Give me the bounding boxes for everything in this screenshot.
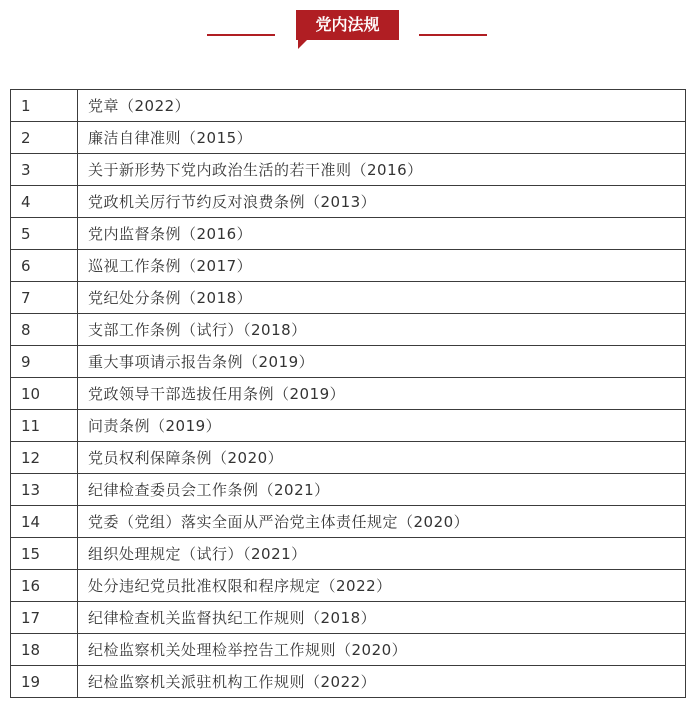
row-number: 16	[11, 570, 78, 602]
table-row	[11, 122, 686, 154]
row-number: 5	[11, 218, 78, 250]
row-number: 17	[11, 602, 78, 634]
regulation-name: 党政机关厉行节约反对浪费条例（2013）	[78, 186, 686, 218]
table-row	[11, 218, 686, 250]
table-row	[11, 186, 686, 218]
regulation-name: 巡视工作条例（2017）	[78, 250, 686, 282]
table-row	[11, 602, 686, 634]
row-number: 19	[11, 666, 78, 698]
regulation-name: 问责条例（2019）	[78, 410, 686, 442]
regulation-name: 党内监督条例（2016）	[78, 218, 686, 250]
table-row	[11, 346, 686, 378]
table-row	[11, 154, 686, 186]
regulations-table-body	[11, 90, 686, 698]
table-row	[11, 506, 686, 538]
table-row	[11, 378, 686, 410]
regulation-name: 党委（党组）落实全面从严治党主体责任规定（2020）	[78, 506, 686, 538]
regulation-name: 支部工作条例（试行）（2018）	[78, 314, 686, 346]
row-number: 18	[11, 634, 78, 666]
table-row	[11, 538, 686, 570]
regulation-name: 党纪处分条例（2018）	[78, 282, 686, 314]
header-divider-left	[207, 34, 275, 36]
row-number: 9	[11, 346, 78, 378]
regulation-name: 处分违纪党员批准权限和程序规定（2022）	[78, 570, 686, 602]
table-row	[11, 314, 686, 346]
table-row	[11, 666, 686, 698]
row-number: 3	[11, 154, 78, 186]
table-row	[11, 250, 686, 282]
regulation-name: 党员权利保障条例（2020）	[78, 442, 686, 474]
section-title: 党内法规	[296, 10, 399, 40]
row-number: 11	[11, 410, 78, 442]
regulation-name: 组织处理规定（试行）（2021）	[78, 538, 686, 570]
row-number: 10	[11, 378, 78, 410]
regulation-name: 重大事项请示报告条例（2019）	[78, 346, 686, 378]
table-row	[11, 474, 686, 506]
row-number: 7	[11, 282, 78, 314]
regulation-name: 纪检监察机关处理检举控告工作规则（2020）	[78, 634, 686, 666]
row-number: 6	[11, 250, 78, 282]
row-number: 1	[11, 90, 78, 122]
row-number: 8	[11, 314, 78, 346]
table-row	[11, 90, 686, 122]
regulation-name: 纪检监察机关派驻机构工作规则（2022）	[78, 666, 686, 698]
header-divider-right	[419, 34, 487, 36]
regulation-name: 纪律检查机关监督执纪工作规则（2018）	[78, 602, 686, 634]
table-row	[11, 410, 686, 442]
regulations-table	[10, 89, 686, 698]
row-number: 2	[11, 122, 78, 154]
regulation-name: 党章（2022）	[78, 90, 686, 122]
row-number: 13	[11, 474, 78, 506]
table-row	[11, 442, 686, 474]
row-number: 14	[11, 506, 78, 538]
table-row	[11, 282, 686, 314]
table-row	[11, 634, 686, 666]
regulation-name: 纪律检查委员会工作条例（2021）	[78, 474, 686, 506]
regulation-name: 关于新形势下党内政治生活的若干准则（2016）	[78, 154, 686, 186]
row-number: 12	[11, 442, 78, 474]
section-header	[0, 0, 691, 60]
regulation-name: 廉洁自律准则（2015）	[78, 122, 686, 154]
table-row	[11, 570, 686, 602]
row-number: 15	[11, 538, 78, 570]
row-number: 4	[11, 186, 78, 218]
regulation-name: 党政领导干部选拔任用条例（2019）	[78, 378, 686, 410]
title-badge-notch	[298, 40, 307, 49]
